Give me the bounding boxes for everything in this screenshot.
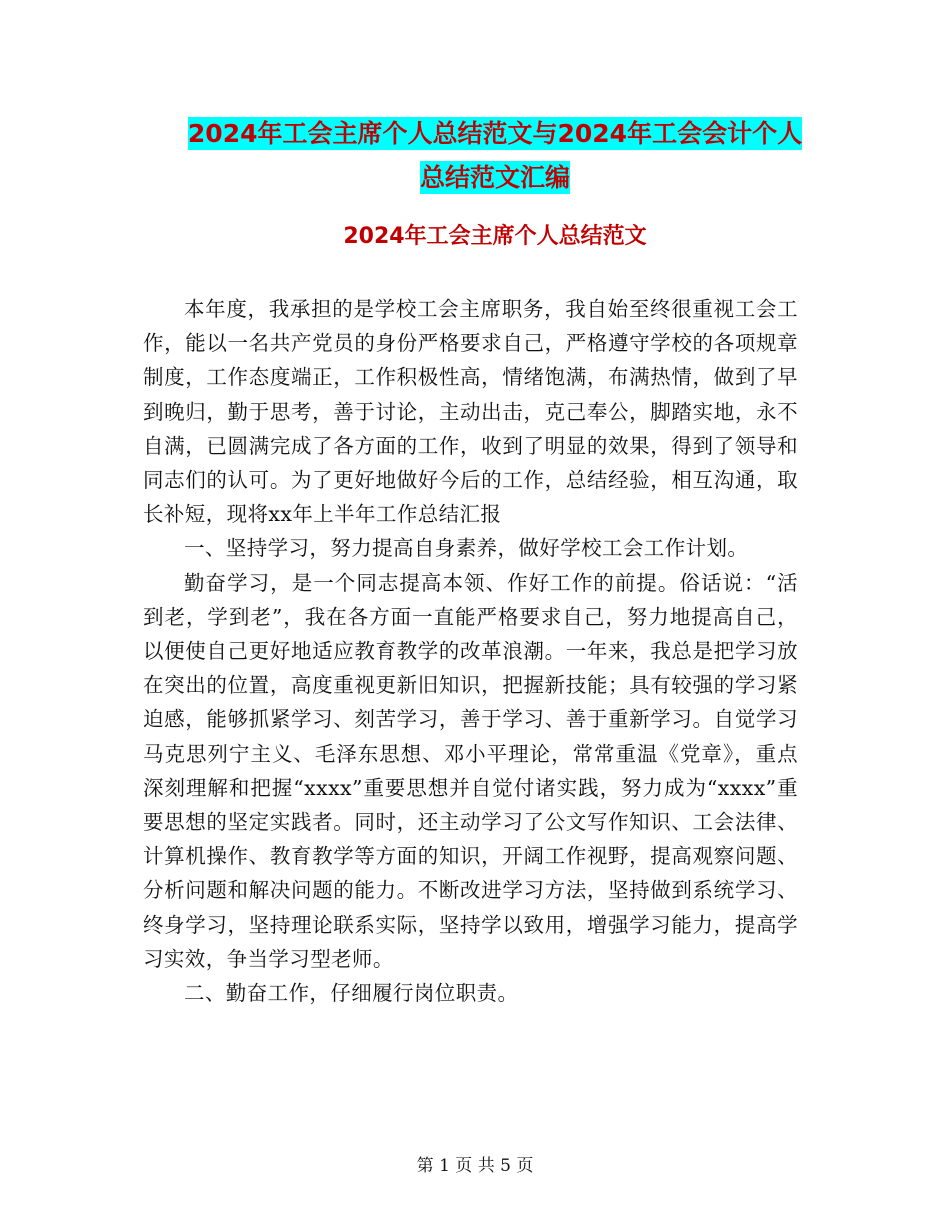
paragraph-study: 勤奋学习，是一个同志提高本领、作好工作的前提。俗话说：“活到老，学到老”，我在各方面一直能严格要求自己，努力地提高自己，以便使自己更好地适应教育教学的改革浪潮。一年来，我总是把学习放在突出的位置，高度重视更新旧知识，把握新技能；具有较强的学习紧迫感，能够抓紧学习、刻苦学习，善于学习、善于重新学习。自觉学习马克思列宁主义、毛泽东思想、邓小平理论，常常重温《党章》，重点深刻理解和把握“xxxx”重要思想并自觉付诸实践，努力成为“xxxx”重要思想的坚定实践者。同时，还主动学习了公文写作知识、工会法律、计算机操作、教育教学等方面的知识，开阔工作视野，提高观察问题、分析问题和解决问题的能力。不断改进学习方法，坚持做到系统学习、终身学习，坚持理论联系实际，坚持学以致用，增强学习能力，提高学习实效，争当学习型老师。 [143, 570, 798, 971]
document-title [140, 112, 850, 200]
paragraph-intro: 本年度，我承担的是学校工会主席职务，我自始至终很重视工会工作，能以一名共产党员的身份严格要求自己，严格遵守学校的各项规章制度，工作态度端正，工作积极性高，情绪饱满，布满热情，做到了早到晚归，勤于思考，善于讨论，主动出击，克己奉公，脚踏实地，永不自满，已圆满完成了各方面的工作，收到了明显的效果，得到了领导和同志们的认可。为了更好地做好今后的工作，总结经验，相互沟通，取长补短，现将xx年上半年工作总结汇报 [143, 297, 798, 527]
document-title-line-2: 总结范文汇编 [419, 163, 570, 192]
section-title: 2024年工会主席个人总结范文 [343, 224, 647, 249]
heading-item-2: 二、勤奋工作，仔细履行岗位职责。 [184, 981, 519, 1006]
page-footer: 第 1 页 共 5 页 [416, 1156, 534, 1176]
document-title-line-1: 2024年工会主席个人总结范文与2024年工会会计个人 [187, 119, 803, 148]
document-body [143, 292, 798, 1010]
heading-item-1: 一、坚持学习，努力提高自身素养，做好学校工会工作计划。 [184, 536, 749, 561]
